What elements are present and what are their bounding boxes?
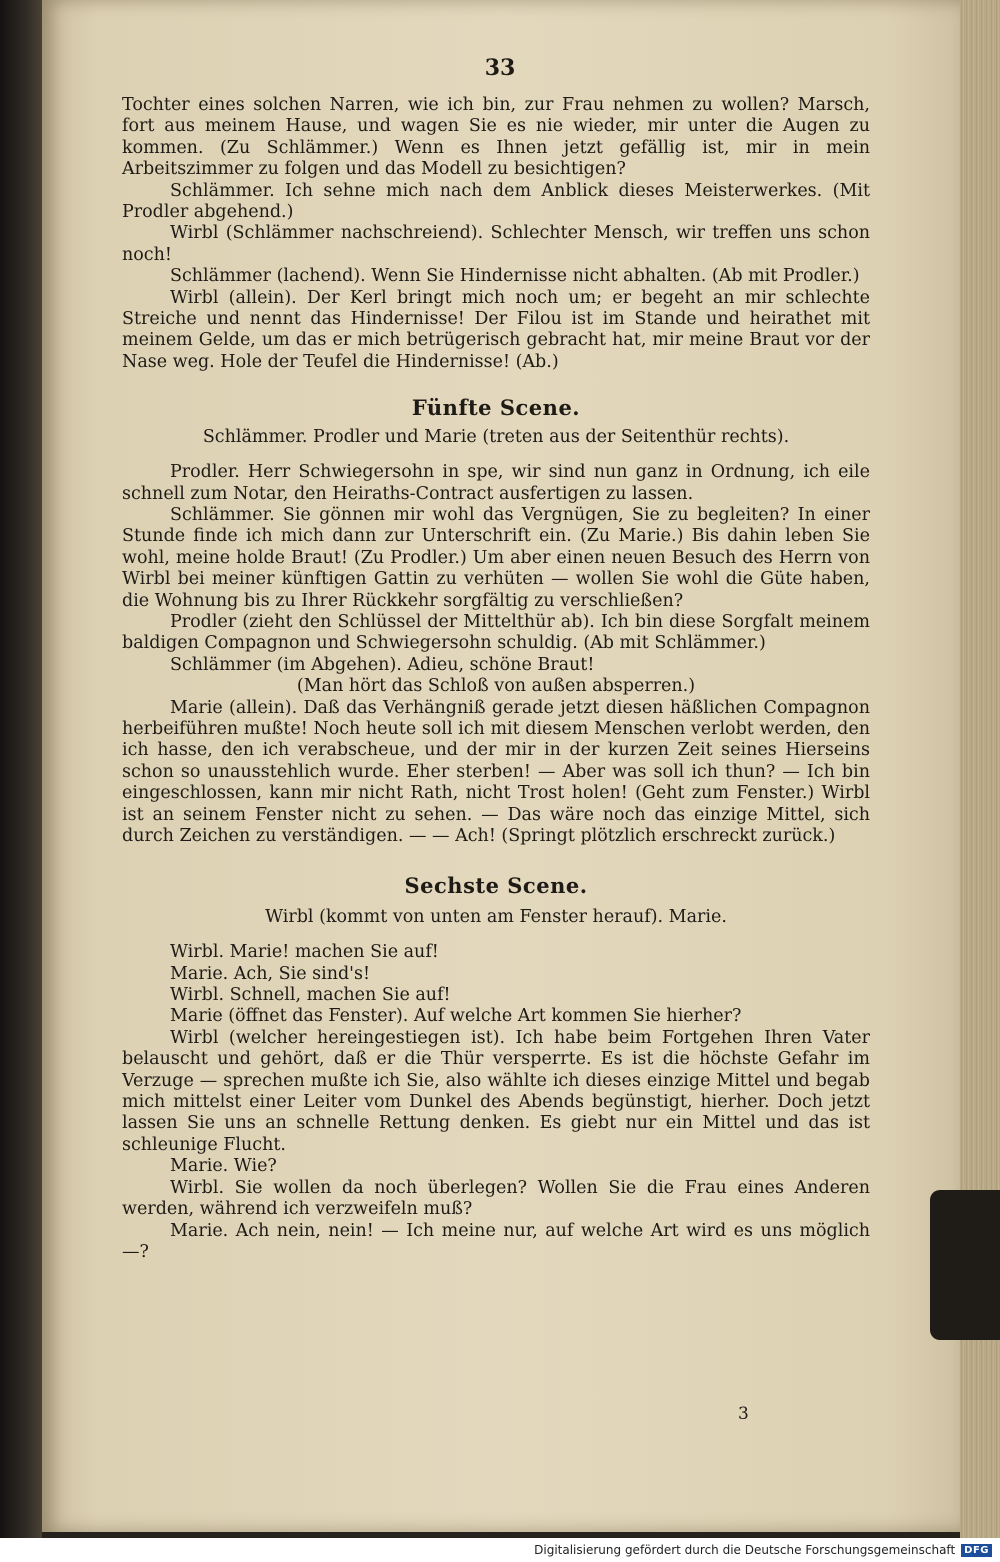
digitization-footer <box>0 1538 1000 1562</box>
spacer <box>122 928 870 942</box>
paragraph: Schlämmer (lachend). Wenn Sie Hindernisse nicht abhalten. (Ab mit Prodler.) <box>170 266 860 287</box>
scene-heading: Sechste Scene. <box>404 873 588 899</box>
paragraph: Prodler (zieht den Schlüssel der Mittelthür ab). Ich bin diese Sorgfalt meinem baldigen Compagnon und Schwiegersohn schuldig. (Ab mit Schlämmer.) <box>122 611 870 654</box>
scene-heading: Fünfte Scene. <box>411 395 581 421</box>
paragraph: Prodler. Herr Schwiegersohn in spe, wir sind nun ganz in Ordnung, ich eile schnell zum Notar, den Heiraths-Contract ausfertigen zu lassen. <box>122 462 870 504</box>
paragraph: Schlämmer. Sie gönnen mir wohl das Vergnügen, Sie zu begleiten? In einer Stunde finde ich mich dann zur Unterschrift ein. (Zu Marie.) Bis dahin leben Sie wohl, meine holde Braut! (Zu Prodler.) Um aber einen neuen Besuch des Herrn von Wirbl bei meiner künftigen Gattin zu verhüten — wollen Sie wohl die Güte haben, die Wohnung bis zu Ihrer Rückkehr sorgfältig zu verschließen? <box>122 504 870 611</box>
paragraph: Schlämmer (im Abgehen). Adieu, schöne Braut! <box>170 654 595 675</box>
book-spine <box>0 0 42 1538</box>
paragraph: Wirbl. Sie wollen da noch überlegen? Wollen Sie die Frau eines Anderen werden, während ich verzweifeln muß? <box>122 1177 870 1220</box>
cast-line: Wirbl (kommt von unten am Fenster herauf). Marie. <box>265 906 727 927</box>
paragraph: Wirbl. Schnell, machen Sie auf! <box>170 985 451 1006</box>
spacer <box>122 448 870 462</box>
footer-text: Digitalisierung gefördert durch die Deutsche Forschungsgemeinschaft <box>534 1543 956 1557</box>
dfg-logo-icon: DFG <box>961 1544 992 1557</box>
signature-mark: 3 <box>738 1404 749 1424</box>
paragraph: Wirbl (welcher hereingestiegen ist). Ich habe beim Fortgehen Ihren Vater belauscht und gehört, daß er die Thür versperrte. Es ist die höchste Gefahr im Verzuge — sprechen mußte ich Sie, also wählte ich dieses einzige Mittel und begab mich mittelst einer Leiter vom Dunkel des Abends begünstigt, hierher. Doch jetzt lassen Sie uns an schnelle Rettung denken. Es giebt nur ein Mittel und das ist schleunige Flucht. <box>122 1027 870 1155</box>
bookmark-tab <box>930 1190 1000 1340</box>
paragraph: Marie (öffnet das Fenster). Auf welche Art kommen Sie hierher? <box>170 1006 742 1027</box>
stage-direction: (Man hört das Schloß von außen absperren.) <box>296 676 696 697</box>
paragraph: Marie. Ach, Sie sind's! <box>170 963 371 984</box>
paragraph: Tochter eines solchen Narren, wie ich bin, zur Frau nehmen zu wollen? Marsch, fort aus meinem Hause, und wagen Sie es nie wieder, mir unter die Augen zu kommen. (Zu Schlämmer.) Wenn es Ihnen jetzt gefällig ist, mir in mein Arbeitszimmer zu folgen und das Modell zu besichtigen? <box>122 95 870 180</box>
paragraph: Marie. Ach nein, nein! — Ich meine nur, auf welche Art wird es uns möglich —? <box>122 1220 870 1262</box>
paragraph: Marie (allein). Daß das Verhängniß gerade jetzt diesen häßlichen Compagnon herbeiführen mußte! Noch heute soll ich mit diesem Menschen verlobt werden, den ich hasse, den ich verabscheue, und der mir in der kurzen Zeit seines Hierseins schon so unausstehlich wurde. Eher sterben! — Aber was soll ich thun? — Ich bin eingeschlossen, kann mir nicht Rath, nicht Trost holen! (Geht zum Fenster.) Wirbl ist an seinem Fenster nicht zu sehen. — Das wäre noch das einzige Mittel, sich durch Zeichen zu verständigen. — — Ach! (Springt plötzlich erschreckt zurück.) <box>122 697 870 846</box>
paragraph: Schlämmer. Ich sehne mich nach dem Anblick dieses Meisterwerkes. (Mit Prodler abgehend.) <box>122 180 870 223</box>
paragraph: Wirbl (Schlämmer nachschreiend). Schlechter Mensch, wir treffen uns schon noch! <box>122 223 870 265</box>
cast-line: Schlämmer. Prodler und Marie (treten aus der Seitenthür rechts). <box>202 426 790 447</box>
page-number: 33 <box>484 55 516 81</box>
paragraph: Wirbl. Marie! machen Sie auf! <box>170 942 439 963</box>
page-text <box>122 95 870 1263</box>
paragraph: Marie. Wie? <box>170 1156 277 1177</box>
paragraph: Wirbl (allein). Der Kerl bringt mich noch um; er begeht an mir schlechte Streiche und nennt das Hindernisse! Der Filou ist im Stande und heirathet mit meinem Gelde, um das er mich betrügerisch gebracht hat, mir meine Braut vor der Nase weg. Hole der Teufel die Hindernisse! (Ab.) <box>122 287 870 372</box>
